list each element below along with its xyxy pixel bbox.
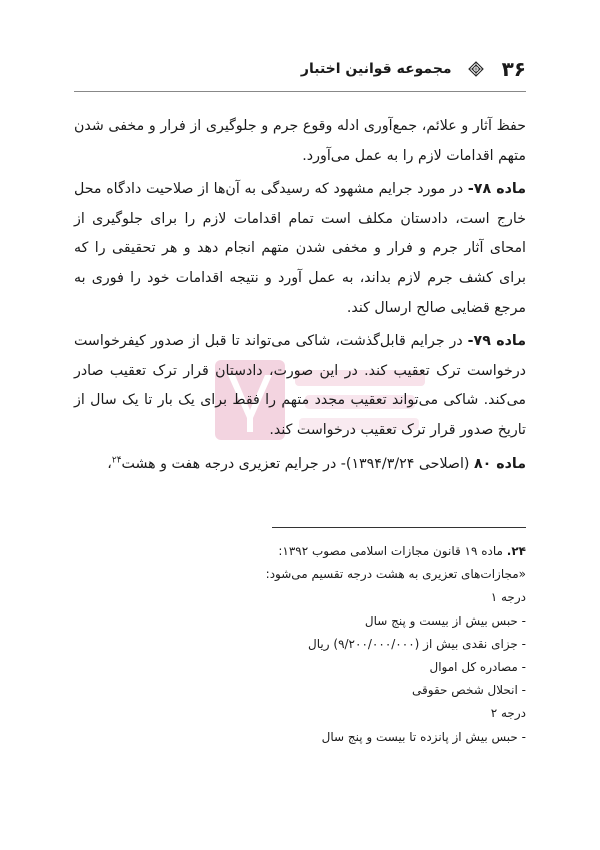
book-title: مجموعه قوانین اختبار (300, 61, 452, 77)
page-number: ۳۶ (501, 57, 526, 81)
footnote-line: - حبس بیش از پانزده تا بیست و پنج سال (321, 729, 526, 744)
article-79 (74, 327, 526, 445)
header-divider (74, 91, 526, 92)
footnote-line: درجه ۱ (490, 590, 526, 605)
paragraph-continuation: حفظ آثار و علائم، جمع‌آوری ادله وقوع جرم و جلوگیری از فرار و مخفی شدن متهم اقدامات لازم را به عمل می‌آورد. (74, 118, 526, 164)
footnote-divider (272, 527, 526, 528)
article-80-label: ماده ۸۰ (473, 455, 526, 472)
article-78-label: ماده ۷۸- (467, 181, 526, 198)
footnote-reference[interactable]: ۲۴ (111, 454, 122, 465)
footnote-line (74, 540, 526, 563)
article-80-text: (اصلاحی ۱۳۹۴/۳/۲۴)- در جرایم تعزیری درجه هفت و هشت (121, 455, 474, 472)
article-79-label: ماده ۷۹- (467, 333, 526, 350)
article-78-text: در مورد جرایم مشهود که رسیدگی به آن‌ها از صلاحیت دادگاه محل خارج است، دادستان مکلف است تمام اقدامات لازم را برای جلوگیری از امحای آثار جرم و فرار و مخفی شدن متهم انجام دهد و هر تحقیقی را که برای کشف جرم لازم بداند، به عمل آورد و نتیجه اقدامات خود را فوری به مرجع قضایی صالح ارسال کند. (74, 181, 526, 316)
footnote-line: - انحلال شخص حقوقی (412, 683, 526, 698)
article-78 (74, 175, 526, 323)
article-80 (74, 450, 526, 480)
article-79-text: در جرایم قابل‌گذشت، شاکی می‌تواند تا قبل از صدور کیفرخواست درخواست ترک تعقیب کند. در این صورت، دادستان قرار ترک تعقیب صادر می‌کند. شاکی می‌تواند تعقیب مجدد متهم را فقط برای یک بار تا یک سال از تاریخ صدور قرار ترک تعقیب درخواست کند. (74, 333, 526, 438)
diamond-ornament-icon (468, 61, 484, 77)
footnote-number: ۲۴. (506, 544, 526, 558)
main-text (74, 112, 526, 483)
footnotes (74, 540, 526, 749)
footnote-line: - جزای نقدی بیش از (۹/۲۰۰/۰۰۰/۰۰۰) ریال (308, 636, 526, 651)
footnote-line: «مجازات‌های تعزیری به هشت درجه تقسیم می‌شود: (265, 567, 526, 582)
footnote-line: - مصادره کل اموال (429, 660, 526, 675)
page-header (74, 56, 526, 82)
footnote-line: - حبس بیش از بیست و پنج سال (364, 613, 526, 628)
article-80-tail: ، (107, 455, 112, 472)
footnote-line: درجه ۲ (490, 706, 526, 721)
footnote-text: ماده ۱۹ قانون مجازات اسلامی مصوب ۱۳۹۲: (278, 544, 507, 558)
